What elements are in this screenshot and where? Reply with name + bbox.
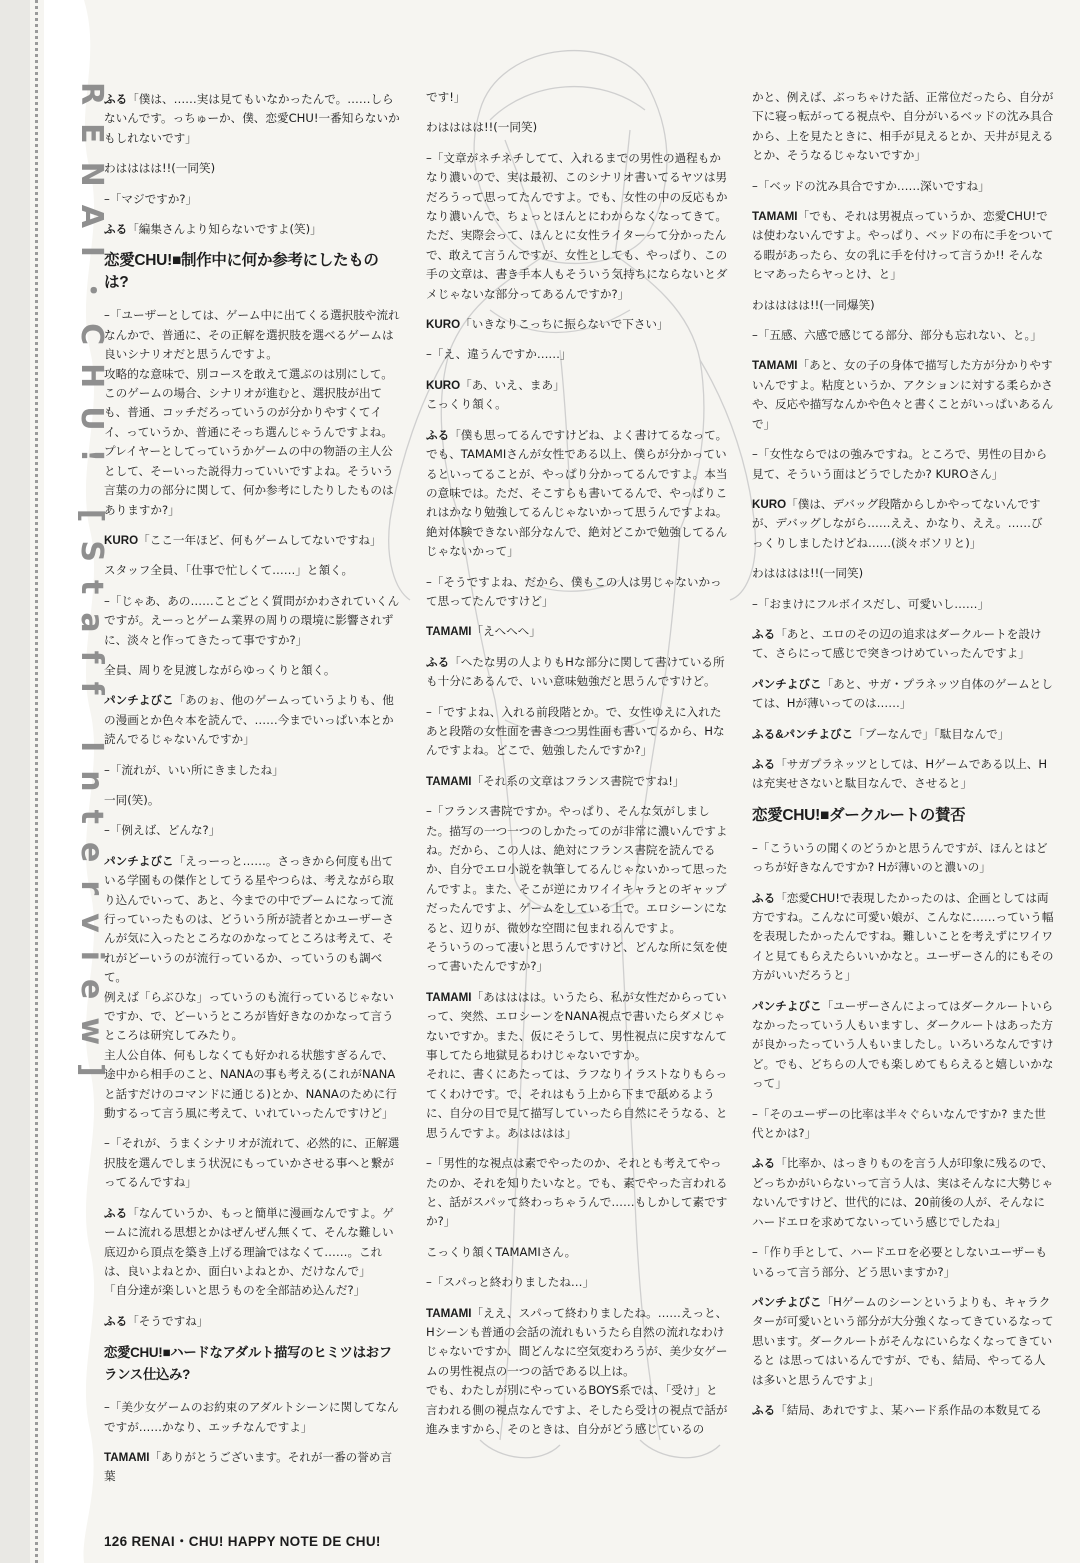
interview-paragraph bbox=[752, 675, 1054, 714]
paragraph-text: わはははは!!(一同笑) bbox=[426, 120, 538, 135]
interview-paragraph bbox=[104, 852, 402, 1124]
interview-paragraph bbox=[752, 296, 1054, 315]
sidebar-band bbox=[44, 0, 109, 1563]
interview-paragraph bbox=[752, 177, 1054, 196]
speaker-name: TAMAMI bbox=[752, 359, 798, 373]
paragraph-text: 「サガプラネッツとしては、Hゲームである以上、Hは充実せさないと駄目なんで、させると」 bbox=[752, 756, 1048, 791]
paragraph-text: わはははは!!(一同爆笑) bbox=[752, 297, 875, 312]
paragraph-text: 「ありがとうございます。それが一番の誉め言葉 bbox=[104, 1449, 393, 1484]
paragraph-text: 「それ系の文章はフランス書院ですね!」 bbox=[471, 773, 685, 788]
interview-paragraph bbox=[426, 1273, 728, 1292]
paragraph-text: 「えへへへ」 bbox=[471, 624, 541, 639]
speaker-name: TAMAMI bbox=[104, 1450, 150, 1464]
paragraph-text: –「おまけにフルボイスだし、可愛いし……」 bbox=[752, 596, 990, 611]
paragraph-text: –「え、違うんですか……」 bbox=[426, 347, 572, 362]
speaker-name: ふる bbox=[104, 1206, 128, 1220]
interview-paragraph bbox=[104, 90, 402, 148]
paragraph-text: 「なんていうか、もっと簡単に漫画なんですよ。ゲームに流れる思想とかはぜんぜん無くて、そんな難しい底辺から頂点を築き上げる理論ではなくて……。これは、良いよねとか、面白いよねとか、だけなんで」 「自分達が楽しいと思うものを全部詰め込んだ?」 bbox=[104, 1205, 394, 1298]
interview-paragraph bbox=[426, 426, 728, 562]
interview-paragraph bbox=[426, 1304, 728, 1440]
interview-paragraph bbox=[752, 356, 1054, 434]
interview-paragraph bbox=[752, 1105, 1054, 1144]
paragraph-text: スタッフ全員、「仕事で忙しくて……」と頷く。 bbox=[104, 563, 354, 578]
paragraph-text: こっくり頷くTAMAMIさん。 bbox=[426, 1244, 577, 1259]
paragraph-text: 「いきなりこっちに振らないで下さい」 bbox=[460, 317, 669, 332]
interview-paragraph bbox=[426, 988, 728, 1143]
paragraph-text: わはははは!!(一同笑) bbox=[752, 566, 864, 581]
article-column-2 bbox=[426, 88, 728, 1450]
interview-paragraph bbox=[104, 1204, 402, 1301]
interview-paragraph bbox=[752, 1401, 1054, 1420]
interview-paragraph bbox=[426, 1154, 728, 1232]
paragraph-text: –「例えば、どんな?」 bbox=[104, 823, 221, 838]
paragraph-text: 全員、周りを見渡しながらゆっくりと頷く。 bbox=[104, 662, 336, 677]
article-column-1 bbox=[104, 90, 402, 1498]
paragraph-text: –「フランス書院ですか。やっぱり、そんな気がしました。描写の一つ一つのしかたってのが非常に濃いんですよね。だから、この人は、絶対にフランス書院を読んでるか、自分でエロ小説を執筆してるんじゃないかって思ったんですよ。また、そこが逆にカワイイキャラとのギャップだったんですよ、ゲームをしている上で。エロシーンになると、辺りが、微妙な空間に包まれるんですよ。 そういうのって凄いと思うんですけど、どんな所に気を使って書いたんですか?」 bbox=[426, 804, 728, 974]
paragraph-text: かと、例えば、ぶっちゃけた話、正常位だったら、自分が下に寝っ転がってる視点や、自分がいるベッドの沈み具合から、上を見たときに、相手が見えるとか、天井が見えるとか、そうなるじゃないですか」 bbox=[752, 90, 1054, 163]
paragraph-text: 「比率か、はっきりものを言う人が印象に残るので、どっちかがいらないって言う人は、実はそんなに大勢じゃないんですけど、世代的には、20前後の人が、そんなにハードエロを求めてないっていう感じでしたね」 bbox=[752, 1156, 1054, 1229]
section-heading: 恋愛CHU!■ハードなアダルト描写のヒミツはおフランス仕込み? bbox=[104, 1345, 392, 1383]
interview-paragraph bbox=[752, 625, 1054, 664]
section-heading: 恋愛CHU!■制作中に何か参考にしたものは? bbox=[104, 252, 379, 292]
interview-paragraph bbox=[104, 306, 402, 519]
interview-paragraph bbox=[426, 149, 728, 304]
paragraph-text: 「ブーなんで」「駄目なんで」 bbox=[853, 726, 1010, 741]
interview-paragraph bbox=[104, 821, 402, 840]
paragraph-text: わはははは!!(一同笑) bbox=[104, 161, 216, 176]
speaker-name: ふる bbox=[104, 1314, 128, 1328]
paragraph-text: 一同(笑)。 bbox=[104, 792, 160, 807]
paragraph-text: –「ベッドの沈み具合ですか……深いですね」 bbox=[752, 178, 990, 193]
article-column-3 bbox=[752, 88, 1054, 1431]
speaker-name: KURO bbox=[104, 533, 139, 547]
paragraph-text: 「僕は、デバッグ段階からしかやってないんですが、デバッグしながら……ええ、かなり、ええ。……びっくりしましたけどね……(淡々ボソリと)」 bbox=[752, 496, 1043, 550]
speaker-name: TAMAMI bbox=[426, 1306, 472, 1320]
interview-paragraph bbox=[426, 315, 728, 334]
interview-paragraph bbox=[426, 622, 728, 641]
speaker-name: ふる bbox=[752, 891, 776, 905]
interview-paragraph bbox=[104, 661, 402, 680]
interview-paragraph bbox=[752, 889, 1054, 986]
paragraph-text: –「ですよね、入れる前段階とか。で、女性ゆえに入れたあと段階の女性面を書きつつ男性面も書いてるから、Hなんですよね。どこで、勉強したんですか?」 bbox=[426, 704, 725, 758]
interview-paragraph bbox=[752, 997, 1054, 1094]
interview-paragraph bbox=[104, 791, 402, 810]
paragraph-text: です!」 bbox=[426, 90, 466, 104]
interview-paragraph bbox=[104, 561, 402, 580]
interview-paragraph bbox=[426, 345, 728, 364]
speaker-name: パンチよびこ bbox=[752, 1295, 822, 1309]
speaker-name: KURO bbox=[752, 497, 787, 511]
interview-paragraph bbox=[104, 531, 402, 550]
paragraph-text: –「美少女ゲームのお約束のアダルトシーンに関してなんですが……かなり、エッチなんですよ」 bbox=[104, 1400, 399, 1434]
speaker-name: TAMAMI bbox=[426, 990, 472, 1004]
paragraph-text: 「編集さんより知らないですよ(笑)」 bbox=[127, 222, 322, 237]
interview-paragraph bbox=[104, 1448, 402, 1487]
speaker-name: KURO bbox=[426, 378, 461, 392]
paragraph-text: –「それが、うまくシナリオが流れて、必然的に、正解選択肢を選んでしまう状況にもっていかさせる事へと繋がってるんですね」 bbox=[104, 1136, 400, 1190]
interview-paragraph bbox=[104, 1134, 402, 1192]
speaker-name: KURO bbox=[426, 318, 461, 332]
interview-paragraph bbox=[752, 595, 1054, 614]
speaker-name: ふる bbox=[752, 757, 776, 771]
interview-paragraph bbox=[752, 445, 1054, 484]
speaker-name: ふる bbox=[426, 655, 450, 669]
paragraph-text: 「あのぉ、他のゲームっていうよりも、他の漫画とか色々本を読んで、……今までいっぱい本とか読んでるじゃないんですか」 bbox=[104, 693, 394, 747]
interview-paragraph bbox=[426, 703, 728, 761]
paragraph-text: –「こういうの聞くのどうかと思うんですが、ほんとはどっちが好きなんですか? Hが薄いのと濃いの」 bbox=[752, 840, 1048, 875]
interview-paragraph bbox=[104, 220, 402, 239]
paragraph-text: 「恋愛CHU!で表現したかったのは、企画としては両方ですね。こんなに可愛い娘が、こんなに……っていう幅を表現したかったんですね。難しいことを考えずにワイワイと見てもらえたらいいかなと。ユーザーさん的にもその方がいいだろうと」 bbox=[752, 890, 1054, 983]
paragraph-text: –「作り手として、ハードエロを必要としないユーザーもいるって言う部分、どう思いますか?」 bbox=[752, 1245, 1047, 1279]
interview-paragraph bbox=[104, 761, 402, 780]
paragraph-text: –「五感、六感で感じてる部分、部分も忘れない、と。」 bbox=[752, 328, 1042, 343]
paragraph-text: –「女性ならではの強みですね。ところで、男性の目から見て、そういう面はどうでしたか? KUROさん」 bbox=[752, 447, 1048, 481]
speaker-name: パンチよびこ bbox=[104, 694, 174, 708]
paragraph-text: –「じゃあ、あの……ことごとく質問がかわされていくんですが。えーっとゲーム業界の周りの環境に影響されずに、淡々と作ってきたって事ですか?」 bbox=[104, 593, 400, 647]
interview-paragraph bbox=[752, 564, 1054, 583]
speaker-name: ふる bbox=[752, 1403, 776, 1417]
interview-paragraph bbox=[426, 88, 728, 107]
paragraph-text: 「あと、サガ・プラネッツ自体のゲームとしては、Hが薄いってのは……」 bbox=[752, 676, 1053, 711]
paragraph-text: 「ここ一年ほど、何もゲームしてないですね」 bbox=[138, 532, 382, 547]
speaker-name: TAMAMI bbox=[426, 774, 472, 788]
paragraph-text: –「スパっと終わりましたね…」 bbox=[426, 1275, 595, 1290]
interview-paragraph bbox=[752, 839, 1054, 878]
interview-paragraph bbox=[426, 1243, 728, 1262]
paragraph-text: 「結局、あれですよ、某ハード系作品の本数見てる bbox=[775, 1402, 1042, 1417]
interview-paragraph bbox=[104, 1398, 402, 1437]
interview-paragraph bbox=[426, 653, 728, 692]
page-edge bbox=[0, 0, 30, 1563]
interview-paragraph bbox=[752, 725, 1054, 744]
paragraph-text: 「へたな男の人よりもHな部分に関して書けている所も十分にあるんで、いい意味勉強だと思うんですけど。 bbox=[426, 654, 725, 689]
speaker-name: ふる bbox=[752, 627, 776, 641]
paragraph-text: –「そのユーザーの比率は半々ぐらいなんですか? また世代とかは?」 bbox=[752, 1106, 1046, 1141]
paragraph-text: 「ユーザーさんによってはダークルートいらなかったっていう人もいますし、ダークルートはあった方が良かったっていう人もいましたし。いろいろなんですけど。でも、どちらの人でも楽しめてもらえると嬉しいかなって」 bbox=[752, 998, 1054, 1091]
paragraph-text: 「僕は、……実は見てもいなかったんで。……しらないんです。っちゅーか、僕、恋愛CHU!一番知らないかもしれないです」 bbox=[104, 92, 400, 145]
paragraph-text: –「流れが、いい所にきましたね」 bbox=[104, 762, 284, 777]
speaker-name: ふる bbox=[104, 93, 128, 106]
paragraph-text: 「えっーっと……。さっきから何度も出ている学園もの傑作としてうる星やつらは、考えながら取り込んでいって、あと、今までの中でブームになって流行っていったものは、どういう所が読者とかユーザーさんが気に入ったところなのかなってところは考えて、それがどーいうのが流行っているか、っていうのも調べて。 例えば「らぶひな」っていうのも流行っているじゃないですか、で、どーいうところが皆好きなのかなって言うところは研究してみたり。 主人公自体、何もしなくても好かれる状態すぎるんで、途中から相手のこと、NANAの事も考える(これがNANAと話すだけのコマンドに通じる)とか、NANAのために行動するって言う風に考えて、いれていったんですけど」 bbox=[104, 853, 397, 1121]
paragraph-text: 「ええ、スパって終わりましたね。……えっと、Hシーンも普通の会話の流れもいうたら自然の流れなわけじゃないですか、間どんなに空気変わろうが、美少女ゲームの男性視点の一つの話である以上は。 でも、わたしが別にやっているBOYS系では、「受け」と言われる側の視点なんですよ、そしたら受けの視点で話が進みますから、そのときは、自分がどう感じているの bbox=[426, 1305, 728, 1436]
paragraph-text: 「あはははは。いうたら、私が女性だからっていって、突然、エロシーンをNANA視点で書いたらダメじゃないですか。また、仮にそうして、男性視点に戻すなんて事してたら地獄見るわけじゃないですか。 それに、書くにあたっては、ラフなりイラストなりもらってくわけです。で、それはもう上から下まで舐めるように、自分の目で見て描写していったら自然にそうなる、と思うんですよ。あはははは」 bbox=[426, 989, 728, 1140]
paragraph-text: –「マジですか?」 bbox=[104, 191, 198, 206]
speaker-name: TAMAMI bbox=[752, 210, 798, 224]
interview-paragraph bbox=[104, 592, 402, 650]
paragraph-text: –「文章がネチネチしてて、入れるまでの男性の過程もかなり濃いので、実は最初、このシナリオ書いてるヤツは男だろうって思ってたんですよ。でも、女性の中の反応もかなり濃いんで、ちょっとほんとにわからなくなってきて。 ただ、実際会って、ほんとに女性ライターって分かったんで、敢えて言うんですが、女性としても、やっぱり、この手の文章は、書き手本人もそういう気持ちにならないとダメじゃないな部分ってあるんですか?」 bbox=[426, 150, 728, 301]
page-footer: 126 RENAI・CHU! HAPPY NOTE DE CHU! bbox=[104, 1534, 381, 1549]
interview-paragraph bbox=[752, 1293, 1054, 1390]
interview-paragraph bbox=[426, 802, 728, 977]
interview-paragraph bbox=[752, 1154, 1054, 1232]
section-heading: 恋愛CHU!■ダークルートの賛否 bbox=[752, 806, 966, 824]
speaker-name: ふる bbox=[426, 428, 450, 442]
paragraph-text: –「そうですよね、だから、僕もこの人は男じゃないかって思ってたんですけど」 bbox=[426, 574, 722, 608]
interview-paragraph bbox=[752, 495, 1054, 553]
paragraph-text: 「でも、それは男視点っていうか、恋愛CHU!では使わないんですよ。やっぱり、ベッドの布に手をついてる暇があったら、女の乳に手を付けって言うか!! そんなヒマあったらヤっとけ、と」 bbox=[752, 209, 1054, 282]
interview-paragraph bbox=[426, 376, 728, 415]
interview-paragraph bbox=[752, 1243, 1054, 1282]
interview-paragraph bbox=[752, 326, 1054, 345]
paragraph-text: 「Hゲームのシーンというよりも、キャラクターが可愛いという部分が大分強くなってきているなって思います。ダークルートがそんなにいらなくなってきていると は思ってはいるんですが、でも、結局、やってる人は多いと思うんですよ」 bbox=[752, 1294, 1054, 1387]
interview-paragraph bbox=[426, 118, 728, 137]
interview-paragraph bbox=[752, 207, 1054, 285]
interview-paragraph bbox=[104, 1312, 402, 1331]
speaker-name: ふる bbox=[104, 223, 128, 237]
paragraph-text: –「男性的な視点は素でやったのか、それとも考えてやったのか、それを知りたいなと。でも、素でやった言われると、話がスパッて終わっちゃうんで……もしかして素ですか?」 bbox=[426, 1156, 728, 1229]
speaker-name: ふる&パンチよびこ bbox=[752, 727, 854, 741]
interview-paragraph bbox=[104, 691, 402, 749]
interview-paragraph bbox=[426, 573, 728, 612]
paragraph-text: 「僕も思ってるんですけどね、よく書けてるなって。でも、TAMAMIさんが女性である以上、僕らが分かっているといってることが、やっぱり分かってるんですよ。本当の意味では。ただ、そこすらも書いてるんで、やっぱりこれはかなり勉強してるんじゃないかって思うんですよね。絶対体験できない部分なんで、絶対どこかで勉強してるんじゃないかって」 bbox=[426, 427, 728, 559]
interview-paragraph bbox=[104, 190, 402, 209]
interview-paragraph bbox=[752, 88, 1054, 166]
interview-paragraph bbox=[426, 772, 728, 791]
speaker-name: TAMAMI bbox=[426, 625, 472, 639]
paragraph-text: 「そうですね」 bbox=[127, 1313, 209, 1328]
speaker-name: パンチよびこ bbox=[104, 854, 174, 868]
paragraph-text: –「ユーザーとしては、ゲーム中に出てくる選択肢や流れなんかで、普通に、その正解を選択肢を選べるゲームは良いシナリオだと思うんですよ。 攻略的な意味で、別コースを敢えて選ぶのは別にして。 このゲームの場合、シナリオが進むと、選択肢が出ても、普通、コッチだろっていうのが分かりやすくてイイ、っていうか、普通にそっち選んじゃうんですよね。 プレイヤーとしてっていうかゲームの中の物語の主人公として、そーいった説得力っていいですよね。そういう言葉の力の部分に関して、何か参考にしたりしたものはありますか?」 bbox=[104, 308, 400, 517]
interview-paragraph bbox=[104, 159, 402, 178]
paragraph-text: 「あと、女の子の身体で描写した方が分かりやすいんですよ。粘度というか、アクションに対する柔らかさや、反応や描写なんかや色々と書くことがいっぱいあるんで」 bbox=[752, 358, 1054, 431]
speaker-name: ふる bbox=[752, 1157, 776, 1171]
interview-paragraph bbox=[752, 755, 1054, 794]
speaker-name: パンチよびこ bbox=[752, 677, 822, 691]
paragraph-text: 「あ、いえ、まあ」 こっくり頷く。 bbox=[426, 377, 565, 412]
perforation-line bbox=[35, 0, 38, 1563]
vertical-section-title: RENAI・CHU! [Staff Interview] bbox=[74, 82, 109, 1095]
speaker-name: パンチよびこ bbox=[752, 999, 822, 1013]
paragraph-text: 「あと、エロのその辺の追求はダークルートを設けて、さらにって感じで突きつけめていったんですよ」 bbox=[752, 626, 1042, 661]
